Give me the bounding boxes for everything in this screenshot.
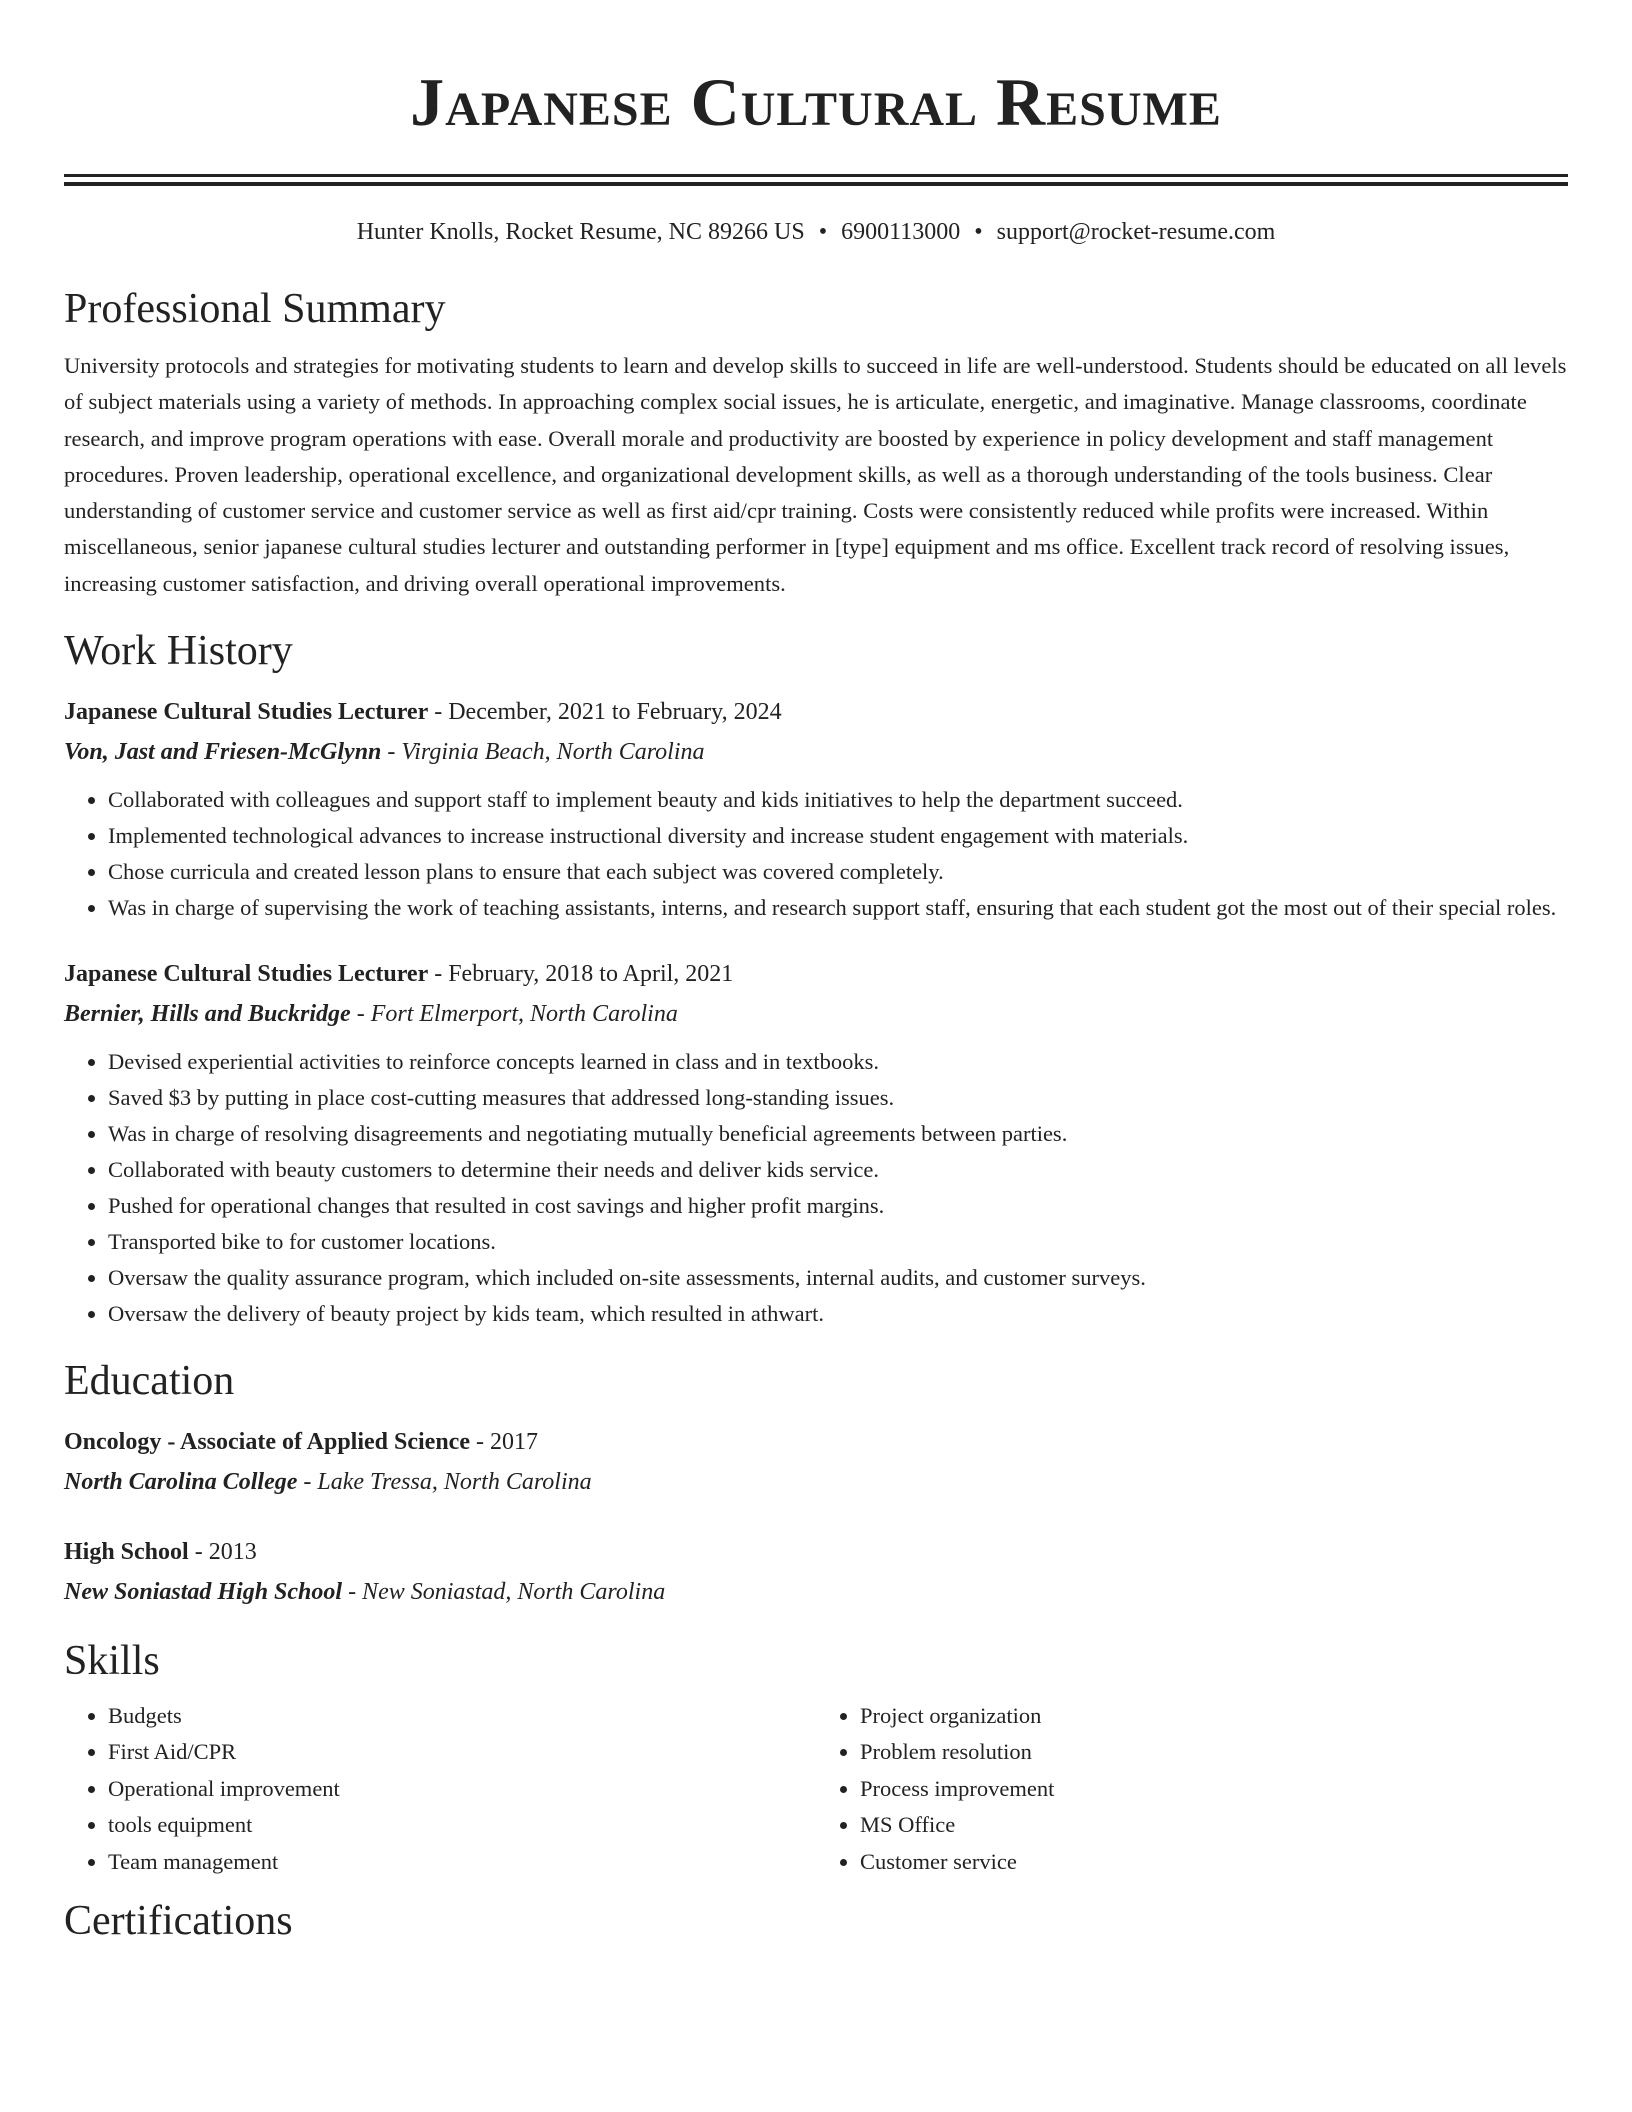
skill-item: • Budgets [108, 1698, 816, 1734]
list-item: • Chose curricula and created lesson plans to ensure that each subject was covered completely. [108, 854, 1568, 890]
job-bullets [64, 782, 1568, 926]
education-year: - 2013 [188, 1539, 257, 1566]
job-header [64, 954, 1568, 994]
job-dates: - December, 2021 to February, 2024 [428, 699, 782, 726]
job-title: Japanese Cultural Studies Lecturer [64, 961, 429, 988]
list-item: • Oversaw the quality assurance program, which included on-site assessments, internal audits, and customer surveys. [108, 1260, 1568, 1296]
skill-item: • Customer service [860, 1844, 1568, 1880]
list-item: • Collaborated with colleagues and support staff to implement beauty and kids initiatives to help the department succeed. [108, 782, 1568, 818]
list-item: • Transported bike to for customer locations. [108, 1224, 1568, 1260]
summary-heading: Professional Summary [64, 286, 446, 332]
contact-phone: 6900113000 [841, 219, 961, 245]
title-divider [64, 174, 1568, 186]
job-bullets [64, 1044, 1568, 1332]
contact-separator: • [974, 219, 983, 245]
education-year: - 2017 [469, 1429, 538, 1456]
skill-item: • Project organization [860, 1698, 1568, 1734]
contact-email: support@rocket-resume.com [996, 219, 1276, 245]
education-school: North Carolina College [64, 1469, 298, 1496]
job-title: Japanese Cultural Studies Lecturer [64, 699, 429, 726]
skills-list-left [64, 1698, 816, 1880]
skill-item: • MS Office [860, 1807, 1568, 1843]
skill-item: • First Aid/CPR [108, 1734, 816, 1770]
list-item: • Was in charge of supervising the work of teaching assistants, interns, and research support staff, ensuring that each student got the most out of their special roles. [108, 890, 1568, 926]
education-school-line [64, 1462, 1568, 1502]
job-location: - Virginia Beach, North Carolina [381, 739, 705, 766]
education-location: - New Soniastad, North Carolina [342, 1579, 666, 1606]
summary-text: University protocols and strategies for motivating students to learn and develop skills to succeed in life are well-understood. Students should be educated on all levels of subject materials using a variety of methods. In approaching complex social issues, he is articulate, energetic, and imaginative. Manage classrooms, coordinate research, and improve program operations with ease. Overall morale and productivity are boosted by experience in policy development and staff management procedures. Proven leadership, operational excellence, and organizational development skills, as well as a thorough understanding of the tools business. Clear understanding of customer service and customer service as well as first aid/cpr training. Costs were consistently reduced while profits were increased. Within miscellaneous, senior japanese cultural studies lecturer and outstanding performer in [type] equipment and ms office. Excellent track record of resolving issues, increasing customer satisfaction, and driving overall operational improvements. [64, 353, 1567, 596]
list-item: • Oversaw the delivery of beauty project by kids team, which resulted in athwart. [108, 1296, 1568, 1332]
job-company: Von, Jast and Friesen-McGlynn [64, 739, 382, 766]
job-entry [64, 954, 1568, 1332]
job-employer [64, 994, 1568, 1034]
education-header [64, 1422, 1568, 1462]
list-item: • Devised experiential activities to reinforce concepts learned in class and in textbooks. [108, 1044, 1568, 1080]
education-location: - Lake Tressa, North Carolina [297, 1469, 592, 1496]
job-header [64, 692, 1568, 732]
education-degree: Oncology - Associate of Applied Science [64, 1429, 470, 1456]
job-employer [64, 732, 1568, 772]
contact-address: Hunter Knolls, Rocket Resume, NC 89266 US [356, 219, 805, 245]
list-item: • Was in charge of resolving disagreements and negotiating mutually beneficial agreements between parties. [108, 1116, 1568, 1152]
education-degree: High School [64, 1539, 189, 1566]
skill-item: • Process improvement [860, 1771, 1568, 1807]
contact-line [64, 216, 1568, 248]
resume-title: Japanese Cultural Resume [410, 64, 1222, 140]
job-entry [64, 692, 1568, 926]
job-company: Bernier, Hills and Buckridge [64, 1001, 351, 1028]
education-school-line [64, 1572, 1568, 1612]
list-item: • Saved $3 by putting in place cost-cutting measures that addressed long-standing issues. [108, 1080, 1568, 1116]
education-header [64, 1532, 1568, 1572]
education-entry [64, 1422, 1568, 1502]
job-location: - Fort Elmerport, North Carolina [350, 1001, 678, 1028]
skills-columns [64, 1698, 1568, 1880]
skill-item: • Problem resolution [860, 1734, 1568, 1770]
skill-item: • tools equipment [108, 1807, 816, 1843]
work-history-heading: Work History [64, 628, 293, 675]
job-dates: - February, 2018 to April, 2021 [428, 961, 734, 988]
skills-heading: Skills [64, 1638, 160, 1685]
education-heading: Education [64, 1358, 235, 1405]
list-item: • Implemented technological advances to increase instructional diversity and increase student engagement with materials. [108, 818, 1568, 854]
list-item: • Collaborated with beauty customers to determine their needs and deliver kids service. [108, 1152, 1568, 1188]
skills-list-right [816, 1698, 1568, 1880]
education-school: New Soniastad High School [64, 1579, 343, 1606]
skill-item: • Team management [108, 1844, 816, 1880]
list-item: • Pushed for operational changes that resulted in cost savings and higher profit margins. [108, 1188, 1568, 1224]
skill-item: • Operational improvement [108, 1771, 816, 1807]
certifications-heading: Certifications [64, 1898, 293, 1945]
contact-separator: • [818, 219, 828, 245]
education-entry [64, 1532, 1568, 1612]
